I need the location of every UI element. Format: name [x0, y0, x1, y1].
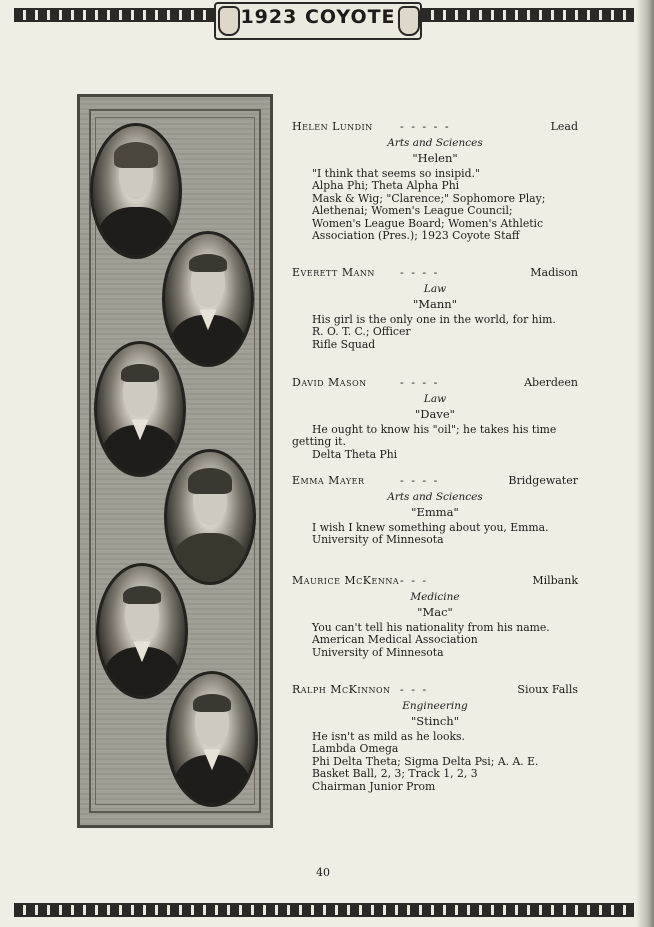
entry-activity: Chairman Junior Prom [312, 779, 436, 793]
entry-department: Arts and Sciences [387, 137, 483, 149]
entry-name: Helen Lundin [292, 120, 373, 133]
entry-hometown: Milbank [532, 574, 578, 587]
entry-name: Ralph McKinnon [292, 683, 391, 696]
entry-department: Engineering [402, 700, 468, 712]
entry-department: Arts and Sciences [387, 491, 483, 503]
entry-nickname: "Emma" [411, 505, 459, 519]
entry-hometown: Madison [530, 266, 578, 279]
entry-dashes: - - - - [400, 266, 440, 279]
entry-nickname: "Stinch" [410, 714, 459, 728]
portrait-helen-lundin [90, 123, 182, 259]
entry-activity: University of Minnesota [312, 533, 444, 547]
portrait-everett-mann [162, 231, 254, 367]
portrait-maurice-mckenna [96, 563, 188, 699]
entry-activity: Mask & Wig; "Clarence;" Sophomore Play; [312, 191, 546, 205]
entry-nickname: "Dave" [415, 407, 455, 421]
entry-maurice-mckenna [292, 574, 578, 659]
entry-ralph-mckinnon [292, 683, 578, 793]
yearbook-title: 1923 COYOTE [240, 6, 396, 28]
entry-name: Emma Mayer [292, 474, 365, 487]
page-number: 40 [316, 866, 330, 879]
entry-activity: Phi Delta Theta; Sigma Delta Psi; A. A. E. [312, 754, 539, 768]
entry-department: Law [423, 283, 447, 295]
entry-quote: You can't tell his nationality from his name. [312, 621, 550, 634]
entry-hometown: Lead [550, 120, 578, 133]
entry-quote: I wish I knew something about you, Emma. [312, 521, 549, 534]
entry-emma-mayer [292, 474, 578, 547]
entry-activity: Lambda Omega [312, 742, 399, 756]
entry-hometown: Bridgewater [508, 474, 578, 487]
entry-name: Everett Mann [292, 266, 375, 279]
entry-activity: Women's League Board; Women's Athletic [312, 216, 544, 230]
entry-activity: Basket Ball, 2, 3; Track 1, 2, 3 [312, 767, 478, 781]
entry-activity: Association (Pres.); 1923 Coyote Staff [312, 229, 520, 243]
entry-quote: His girl is the only one in the world, for him. [312, 313, 556, 326]
entry-dashes: - - - [400, 683, 429, 696]
portrait-david-mason [94, 341, 186, 477]
entry-helen-lundin [292, 120, 578, 242]
entry-nickname: "Helen" [412, 151, 458, 165]
entry-quote: "I think that seems so insipid." [312, 167, 480, 180]
entry-name: David Mason [292, 376, 367, 389]
entry-david-mason [292, 376, 578, 461]
entry-name: Maurice McKenna [292, 574, 400, 587]
entry-nickname: "Mann" [412, 297, 458, 311]
entry-everett-mann [292, 266, 578, 351]
entry-activity: Rifle Squad [312, 337, 376, 351]
entry-dashes: - - - - [400, 474, 440, 487]
entry-department: Medicine [410, 591, 460, 603]
entry-activity: Delta Theta Phi [312, 447, 398, 461]
entry-nickname: "Mac" [417, 605, 453, 619]
entry-dashes: - - - - [400, 376, 440, 389]
entry-activity: American Medical Association [312, 633, 478, 647]
page-edge-shadow [636, 0, 654, 927]
entry-activity: Alethenai; Women's League Council; [312, 204, 513, 218]
entry-dashes: - - - [400, 574, 429, 587]
entry-activity: University of Minnesota [312, 645, 444, 659]
entry-activity: R. O. T. C.; Officer [312, 325, 411, 339]
entry-quote: He ought to know his "oil"; he takes his time getting it. [292, 423, 557, 449]
entry-dashes: - - - - - [400, 120, 451, 133]
bottom-border-band [14, 903, 634, 917]
portrait-ralph-mckinnon [166, 671, 258, 807]
entry-department: Law [423, 393, 447, 405]
portrait-emma-mayer [164, 449, 256, 585]
entry-hometown: Sioux Falls [517, 683, 578, 696]
entry-hometown: Aberdeen [524, 376, 578, 389]
portrait-panel [77, 94, 273, 828]
entry-activity: Alpha Phi; Theta Alpha Phi [312, 179, 460, 193]
entry-quote: He isn't as mild as he looks. [312, 730, 465, 743]
